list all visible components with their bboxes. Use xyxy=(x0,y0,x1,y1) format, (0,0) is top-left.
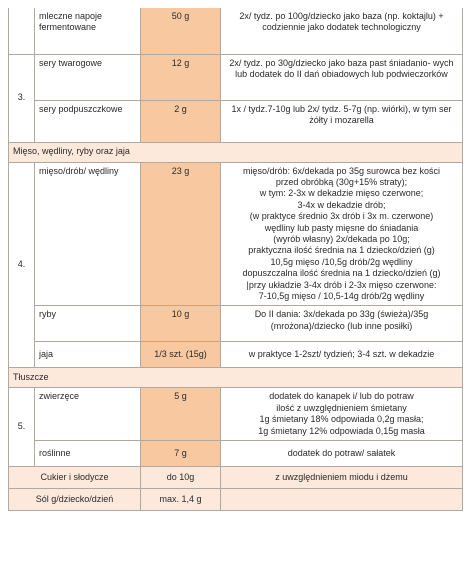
item-description: 2x/ tydz. po 30g/dziecko jako baza past śniadanio- wych lub dodatek do II dań obiadowych lub podwieczorków xyxy=(221,54,463,100)
description-line: praktyczna ilość średnia na 1 dziecko/dzień (g) xyxy=(248,245,435,256)
item-name: Cukier i słodycze xyxy=(9,467,141,489)
table-row xyxy=(9,100,463,142)
item-name: roślinne xyxy=(35,441,141,467)
description-line: dopuszczalna ilość średnia na 1 dziecko/dzień (g) xyxy=(242,268,441,279)
item-amount: 50 g xyxy=(141,8,221,54)
item-name: sery twarogowe xyxy=(35,54,141,100)
description-line: wędliny lub pasty mięsne do śniadania xyxy=(264,222,419,233)
item-amount: do 10g xyxy=(141,467,221,489)
item-amount: 7 g xyxy=(141,441,221,467)
description-line: (wyrób własny) 2x/dekada po 10g; xyxy=(273,233,410,244)
item-description xyxy=(221,162,463,306)
description-line: |przy układzie 3-4x drób i 2-3x mięso czerwone: xyxy=(246,279,437,290)
nutrition-norms-table xyxy=(8,8,463,511)
description-line: ilość z uwzględnieniem śmietany xyxy=(276,402,407,413)
description-line: 1g śmietany 18% odpowiada 0,2g masła; xyxy=(259,414,424,425)
description-line: (w praktyce średnio 3x drób i 3x m. czerwone) xyxy=(249,211,434,222)
item-name: ryby xyxy=(35,306,141,342)
description-line: w tym: 2-3x w dekadzie mięso czerwone; xyxy=(259,188,424,199)
item-amount: 1/3 szt. (15g) xyxy=(141,342,221,368)
table-row xyxy=(9,467,463,489)
table-row xyxy=(9,162,463,306)
item-description: dodatek do potraw/ sałatek xyxy=(221,441,463,467)
table-row xyxy=(9,54,463,100)
description-line: przed obróbką (30g+15% straty); xyxy=(275,176,408,187)
item-description: 2x/ tydz. po 100g/dziecko jako baza (np. koktajlu) + codziennie jako dodatek technologiczny xyxy=(221,8,463,54)
table-row xyxy=(9,441,463,467)
section-header-row xyxy=(9,368,463,388)
group-number-cell xyxy=(9,8,35,54)
item-description: z uwzględnieniem miodu i dżemu xyxy=(221,467,463,489)
description-line: 3-4x w dekadzie drób; xyxy=(297,199,386,210)
description-line: 10,5g mięso /10,5g drób/2g wędliny xyxy=(270,256,413,267)
item-description: w praktyce 1-2szt/ tydzień; 3-4 szt. w dekadzie xyxy=(221,342,463,368)
item-amount: 5 g xyxy=(141,388,221,441)
item-description: Do II dania: 3x/dekada po 33g (świeża)/35g (mrożona)/dziecko (lub inne posiłki) xyxy=(221,306,463,342)
item-amount: 12 g xyxy=(141,54,221,100)
section-title: Tłuszcze xyxy=(9,368,463,388)
table-row xyxy=(9,306,463,342)
description-line: mięso/drób: 6x/dekada po 35g surowca bez kości xyxy=(242,165,441,176)
description-line: 1g śmietany 12% odpowiada 0,15g masła xyxy=(258,425,425,436)
item-description xyxy=(221,489,463,511)
item-amount: max. 1,4 g xyxy=(141,489,221,511)
description-line: dodatek do kanapek i/ lub do potraw xyxy=(269,391,414,402)
item-name: sery podpuszczkowe xyxy=(35,100,141,142)
item-name: mleczne napoje fermentowane xyxy=(35,8,141,54)
item-name: jaja xyxy=(35,342,141,368)
group-number: 3. xyxy=(9,54,35,142)
item-name: mięso/drób/ wędliny xyxy=(35,162,141,306)
group-number: 5. xyxy=(9,388,35,467)
table-row xyxy=(9,489,463,511)
item-amount: 2 g xyxy=(141,100,221,142)
item-description: 1x / tydz.7-10g lub 2x/ tydz. 5-7g (np. wiórki), w tym ser żółty i mozarella xyxy=(221,100,463,142)
section-title: Mięso, wędliny, ryby oraz jaja xyxy=(9,142,463,162)
item-name: zwierzęce xyxy=(35,388,141,441)
section-header-row xyxy=(9,142,463,162)
description-line: 7-10,5g mięso / 10,5-14g drób/2g wędliny xyxy=(258,290,425,301)
table-row xyxy=(9,342,463,368)
item-amount: 10 g xyxy=(141,306,221,342)
group-number: 4. xyxy=(9,162,35,368)
item-name: Sól g/dziecko/dzień xyxy=(9,489,141,511)
table-row xyxy=(9,388,463,441)
table-row xyxy=(9,8,463,54)
item-amount: 23 g xyxy=(141,162,221,306)
item-description xyxy=(221,388,463,441)
